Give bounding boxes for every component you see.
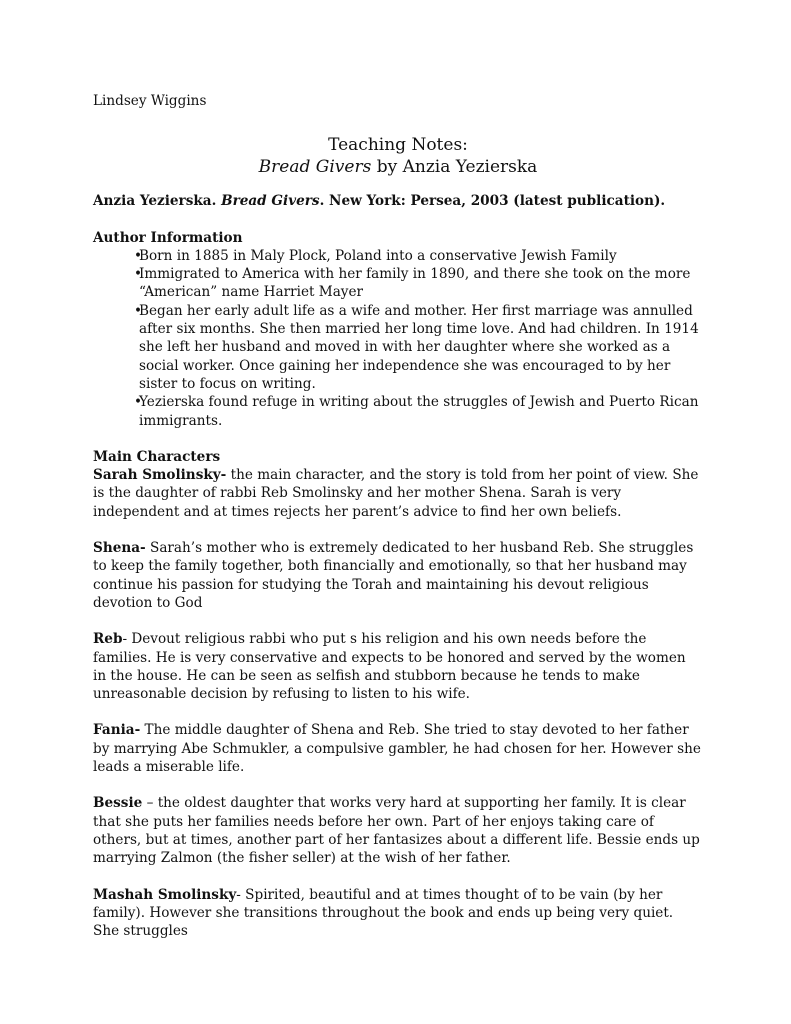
character-name: Shena- — [93, 540, 146, 557]
character-name: Reb — [93, 631, 123, 648]
character-description: the main character, and the story is told from her point of view. She is the daughter of rabbi Reb Smolinsky and her mother Shena. Sarah is very independent and at times rejects her parent’s advice to find her own beliefs. — [93, 467, 699, 520]
document-page — [93, 92, 703, 958]
character-entry — [93, 466, 703, 521]
character-entry — [93, 721, 703, 776]
author-info-list — [111, 247, 703, 430]
main-characters-heading: Main Characters — [93, 448, 221, 465]
title-book: Bread Givers — [258, 157, 372, 178]
character-entry — [93, 794, 703, 867]
title-line-2 — [93, 156, 703, 178]
character-name: Bessie — [93, 795, 143, 812]
character-name: Sarah Smolinsky- — [93, 467, 227, 484]
citation-rest: . New York: Persea, 2003 (latest publication). — [319, 193, 666, 210]
citation-author: Anzia Yezierska. — [93, 193, 222, 210]
character-entry — [93, 539, 703, 612]
character-name: Mashah Smolinsky — [93, 886, 237, 903]
citation — [93, 192, 703, 210]
character-entry — [93, 886, 703, 941]
character-description: - Spirited, beautiful and at times thought of to be vain (by her family). However she transitions throughout the book and ends up being very quiet. She struggles — [93, 886, 674, 940]
citation-book: Bread Givers — [221, 193, 320, 210]
list-item: Yezierska found refuge in writing about the struggles of Jewish and Puerto Rican immigrants. — [139, 394, 699, 429]
character-description: Sarah’s mother who is extremely dedicated to her husband Reb. She struggles to keep the family together, both financially and emotionally, so that her husband may continue his passion for studying the Torah and maintaining his devout religious devotion to God — [93, 540, 694, 611]
title-suffix: by Anzia Yezierska — [371, 157, 538, 178]
character-entry — [93, 630, 703, 703]
character-description: - Devout religious rabbi who put s his religion and his own needs before the families. He is very conservative and expects to be honored and served by the women in the house. He can be seen as selfish and stubborn because he tends to make unreasonable decision by refusing to listen to his wife. — [93, 631, 686, 703]
author-info-heading: Author Information — [93, 229, 243, 246]
list-item: Immigrated to America with her family in 1890, and there she took on the more “American” name Harriet Mayer — [139, 266, 691, 301]
list-item: Began her early adult life as a wife and mother. Her first marriage was annulled after six months. She then married her long time love. And had children. In 1914 she left her husband and moved in with her daughter where she worked as a social worker. Once gaining her independence she was encouraged to by her sister to focus on writing. — [139, 302, 699, 392]
title-line-1: Teaching Notes: — [328, 135, 468, 156]
author-name: Lindsey Wiggins — [93, 93, 207, 109]
character-description: The middle daughter of Shena and Reb. She tried to stay devoted to her father by marrying Abe Schmukler, a compulsive gambler, he had chosen for her. However she leads a miserable life. — [93, 722, 701, 776]
list-item: Born in 1885 in Maly Plock, Poland into a conservative Jewish Family — [139, 247, 617, 264]
document-title — [93, 134, 703, 178]
character-name: Fania- — [93, 722, 141, 739]
character-description: – the oldest daughter that works very hard at supporting her family. It is clear that she puts her families needs before her own. Part of her enjoys taking care of others, but at times, another part of her fantasizes about a different life. Bessie ends up marrying Zalmon (the fisher seller) at the wish of her father. — [93, 795, 700, 867]
